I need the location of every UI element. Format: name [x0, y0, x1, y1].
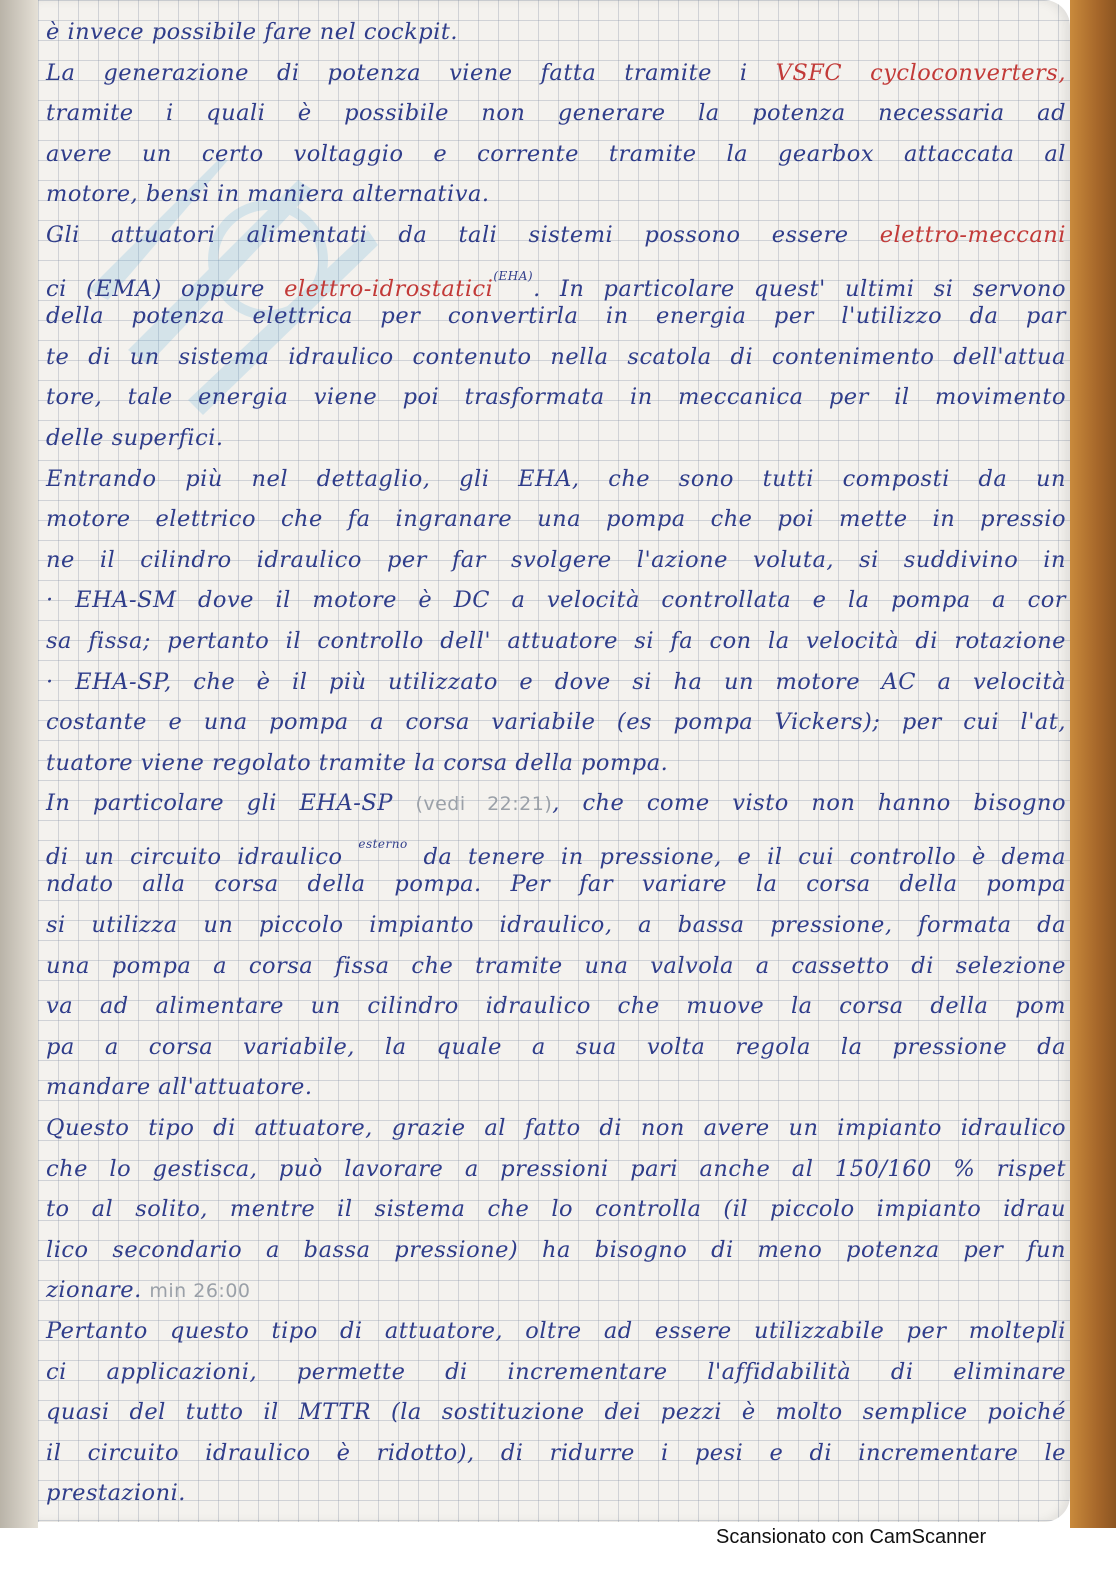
page-left-shadow — [0, 0, 38, 1528]
pencil-annotation: min 26:00 — [149, 1280, 251, 1303]
note-line-text: lico secondario a bassa pressione) ha bisogno di meno potenza per fun — [46, 1236, 1066, 1263]
note-line-text: Questo tipo di attuatore, grazie al fatto di non avere un impianto idraulico — [46, 1115, 1066, 1142]
note-line — [46, 621, 1066, 662]
note-line-text: · EHA-SM dove il motore è DC a velocità controllata e la pompa a cor — [46, 587, 1066, 614]
note-line-text: tuatore viene regolato tramite la corsa della pompa. — [46, 749, 669, 776]
note-line-text: Entrando più nel dettaglio, gli EHA, che sono tutti composti da un — [46, 465, 1066, 492]
note-line — [46, 215, 1066, 256]
note-line — [46, 1352, 1066, 1393]
note-line-text: zionare. — [46, 1277, 150, 1304]
handwritten-notes — [46, 12, 1066, 1514]
note-line — [46, 905, 1066, 946]
note-line — [46, 1189, 1066, 1230]
note-line-text: tramite i quali è possibile non generare la potenza necessaria ad — [46, 100, 1066, 127]
note-line — [46, 93, 1066, 134]
note-line-text: quasi del tutto il MTTR (la sostituzione dei pezzi è molto semplice poiché — [46, 1399, 1066, 1426]
note-line-text: va ad alimentare un cilindro idraulico che muove la corsa della pom — [46, 993, 1066, 1020]
note-line-text: motore elettrico che fa ingranare una pompa che poi mette in pressio — [46, 506, 1066, 533]
note-line — [46, 1270, 1066, 1311]
note-line-text: ci applicazioni, permette di incrementare l'affidabilità di eliminare — [46, 1358, 1066, 1385]
note-line — [46, 53, 1066, 94]
note-line — [46, 256, 1067, 302]
note-line-text: tore, tale energia viene poi trasformata in meccanica per il movimento — [46, 384, 1066, 411]
note-red-text: VSFC cycloconverters, — [775, 59, 1066, 86]
note-line-text: una pompa a corsa fissa che tramite una valvola a cassetto di selezione — [46, 952, 1066, 979]
note-line-text: motore, bensì in maniera alternativa. — [46, 181, 490, 208]
note-line — [46, 134, 1066, 175]
note-line — [46, 662, 1066, 703]
note-line — [46, 1027, 1066, 1068]
camscanner-footer: Scansionato con CamScanner — [716, 1526, 987, 1548]
note-line-text: Pertanto questo tipo di attuatore, oltre ad essere utilizzabile per moltepli — [46, 1318, 1066, 1344]
note-line — [46, 296, 1066, 337]
note-line — [46, 499, 1066, 540]
note-line — [46, 12, 1066, 53]
note-line-text: di un circuito idraulico — [46, 843, 359, 870]
note-line — [46, 418, 1066, 459]
note-red-text: elettro-meccani — [879, 221, 1066, 248]
note-red-text: elettro-idrostatici — [284, 275, 494, 302]
note-line — [46, 946, 1066, 987]
note-line — [46, 1108, 1066, 1149]
note-line — [46, 540, 1066, 581]
note-line-continuation: , che come visto non hanno bisogno — [552, 790, 1067, 817]
note-line-text: In particolare gli EHA-SP — [46, 790, 416, 817]
note-line — [46, 580, 1066, 621]
note-line — [46, 459, 1066, 500]
note-line — [46, 174, 1066, 215]
note-line — [46, 1230, 1066, 1271]
note-line-text: ci (EMA) oppure — [46, 275, 285, 302]
note-line-text: ndato alla corsa della pompa. Per far variare la corsa della pompa — [46, 871, 1066, 898]
note-line — [46, 337, 1066, 378]
note-line-text: te di un sistema idraulico contenuto nella scatola di contenimento dell'attua — [46, 343, 1066, 370]
note-line — [46, 743, 1066, 784]
note-line — [46, 702, 1066, 743]
note-line — [46, 824, 1066, 870]
note-line — [46, 1473, 1066, 1514]
note-line-text: · EHA-SP, che è il più utilizzato e dove si ha un motore AC a velocità — [46, 668, 1066, 695]
note-line-text: prestazioni. — [46, 1480, 186, 1507]
note-line — [46, 1433, 1066, 1474]
superscript-annotation: (EHA) — [493, 268, 534, 283]
note-line-text: delle superfici. — [46, 424, 224, 451]
note-line-text: pa a corsa variabile, la quale a sua volta regola la pressione da — [46, 1033, 1066, 1060]
note-line-text: La generazione di potenza viene fatta tramite i — [46, 59, 776, 86]
note-line-text: sa fissa; pertanto il controllo dell' attuatore si fa con la velocità di rotazione — [46, 627, 1066, 654]
note-line-text: costante e una pompa a corsa variabile (es pompa Vickers); per cui l'at, — [46, 709, 1066, 736]
note-line — [46, 1392, 1066, 1433]
superscript-annotation: esterno — [358, 836, 408, 851]
note-line-text: ne il cilindro idraulico per far svolgere l'azione voluta, si suddivino in — [46, 546, 1066, 573]
note-line-continuation: . In particolare quest' ultimi si servono — [533, 275, 1067, 302]
note-line-text: il circuito idraulico è ridotto), di ridurre i pesi e di incrementare le — [46, 1439, 1066, 1466]
pencil-annotation: (vedi 22:21) — [415, 793, 553, 816]
note-line-text: Gli attuatori alimentati da tali sistemi possono essere — [46, 221, 880, 248]
note-line — [46, 783, 1066, 824]
note-line-text: avere un certo voltaggio e corrente tramite la gearbox attaccata al — [46, 140, 1066, 167]
note-line-text: è invece possibile fare nel cockpit. — [46, 19, 459, 45]
note-line-continuation: da tenere in pressione, e il cui controllo è dema — [407, 843, 1066, 870]
note-line-text: si utilizza un piccolo impianto idraulico, a bassa pressione, formata da — [46, 912, 1066, 939]
note-line-text: che lo gestisca, può lavorare a pressioni pari anche al 150/160 % rispet — [46, 1155, 1066, 1182]
note-line-text: della potenza elettrica per convertirla in energia per l'utilizzo da par — [46, 303, 1066, 330]
note-line-text: to al solito, mentre il sistema che lo controlla (il piccolo impianto idrau — [46, 1196, 1066, 1223]
notebook-cover-edge — [1070, 0, 1116, 1528]
note-line — [46, 1067, 1066, 1108]
note-line — [46, 377, 1066, 418]
note-line — [46, 864, 1066, 905]
note-line — [46, 986, 1066, 1027]
note-line — [46, 1149, 1066, 1190]
note-line-text: mandare all'attuatore. — [46, 1074, 313, 1101]
note-line — [46, 1311, 1066, 1352]
